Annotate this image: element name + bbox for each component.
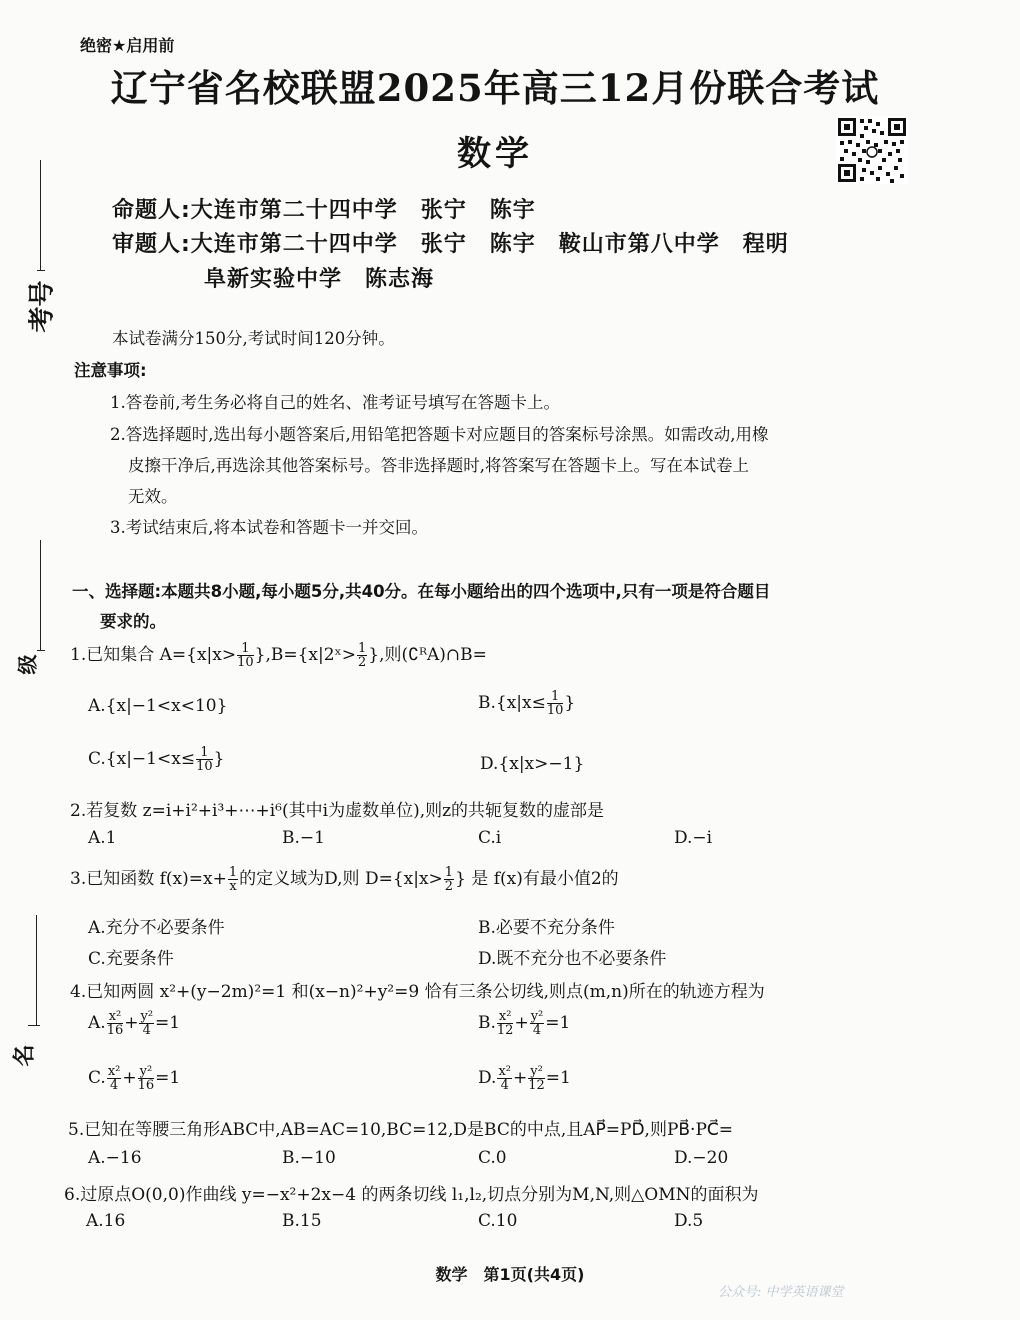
note-item-2: 2.答选择题时,选出每小题答案后,用铅笔把答题卡对应题目的答案标号涂黑。如需改动,用橡	[110, 425, 769, 444]
margin-tick-top	[37, 270, 45, 271]
question-4-stem: 4.已知两圆 x²+(y−2m)²=1 和(x−n)²+y²=9 恰有三条公切线,则点(m,n)所在的轨迹方程为	[70, 982, 765, 1002]
q2-option-a: A.1	[88, 828, 117, 848]
q2-option-b: B.−1	[282, 828, 325, 848]
note-item-3: 3.考试结束后,将本试卷和答题卡一并交回。	[110, 518, 428, 537]
q5-option-d: D.−20	[674, 1148, 729, 1168]
question-6-stem: 6.过原点O(0,0)作曲线 y=−x²+2x−4 的两条切线 l₁,l₂,切点分别为M,N,则△OMN的面积为	[64, 1185, 759, 1205]
q2-option-d: D.−i	[674, 828, 713, 848]
q6-option-d: D.5	[674, 1211, 704, 1231]
q1-option-c: C.{x|−1<x≤ $\frac{1}{10}$ }	[88, 745, 225, 774]
q2-option-c: C.i	[478, 828, 502, 848]
q1-option-b: B.{x|x≤ $\frac{1}{10}$ }	[478, 689, 576, 718]
reviewer-line-2: 阜新实验中学 陈志海	[204, 267, 435, 292]
subject-title: 数学	[457, 134, 533, 174]
q1-stem-c: },则(∁ᴿA)∩B=	[368, 645, 487, 665]
q3-option-a: A.充分不必要条件	[88, 918, 225, 938]
setter-line: 命题人:大连市第二十四中学 张宁 陈宇	[112, 198, 536, 223]
confidential-mark: 绝密★启用前	[80, 36, 175, 55]
q4-option-d: D. $\frac{\text{x²}}{4}$ + $\frac{\text{y²}}{12}$ =1	[478, 1064, 571, 1093]
question-1-stem	[70, 640, 670, 670]
note-item-2-end: 无效。	[128, 487, 178, 506]
q5-option-a: A.−16	[88, 1148, 142, 1168]
q3-option-c: C.充要条件	[88, 949, 174, 969]
q1-stem-b: },B={x|2ˣ>	[254, 645, 357, 665]
question-2-stem: 2.若复数 z=i+i²+i³+⋯+i⁶(其中i为虚数单位),则z的共轭复数的虚部是	[70, 801, 605, 821]
q6-option-a: A.16	[86, 1211, 126, 1231]
question-5-stem: 5.已知在等腰三角形ABC中,AB=AC=10,BC=12,D是BC的中点,且AP⃗=PD⃗,则PB⃗·PC⃗=	[68, 1120, 733, 1140]
q6-option-c: C.10	[478, 1211, 518, 1231]
q4-option-a: A. $\frac{\text{x²}}{16}$ + $\frac{\text{y²}}{4}$ =1	[88, 1009, 181, 1038]
section-heading: 一、选择题:本题共8小题,每小题5分,共40分。在每小题给出的四个选项中,只有一项是符合题目	[72, 582, 771, 601]
q3-option-d: D.既不充分也不必要条件	[478, 949, 667, 969]
question-3-stem: 3.已知函数 f(x)=x+ $\frac{1}{x}$ 的定义域为D,则 D={x|x> $\frac{1}{2}$ } 是 f(x)有最小值2的	[70, 865, 619, 894]
q4-option-c: C. $\frac{\text{x²}}{4}$ + $\frac{\text{y²}}{16}$ =1	[88, 1064, 181, 1093]
q6-option-b: B.15	[282, 1211, 322, 1231]
margin-label-class: 级	[15, 654, 40, 675]
watermark: 公众号: 中学英语课堂	[718, 1285, 844, 1300]
margin-tick-bottom	[28, 1025, 40, 1026]
q1-stem-a: 1.已知集合 A={x|x>	[70, 645, 237, 665]
margin-line-top	[40, 160, 41, 270]
margin-label-exam-no: 考号	[27, 280, 58, 333]
page-footer: 数学 第1页(共4页)	[435, 1265, 585, 1284]
section-heading-cont: 要求的。	[100, 612, 166, 631]
notes-heading: 注意事项:	[74, 361, 147, 380]
q5-option-b: B.−10	[282, 1148, 336, 1168]
q1-option-d: D.{x|x>−1}	[480, 754, 585, 774]
margin-line-middle	[40, 540, 41, 650]
q3-option-b: B.必要不充分条件	[478, 918, 615, 938]
score-time-note: 本试卷满分150分,考试时间120分钟。	[112, 329, 395, 348]
reviewer-line-1: 审题人:大连市第二十四中学 张宁 陈宇 鞍山市第八中学 程明	[112, 232, 789, 257]
q1-frac-2: $\frac{1}{2}$	[358, 641, 367, 670]
note-item-2-cont: 皮擦干净后,再选涂其他答案标号。答非选择题时,将答案写在答题卡上。写在本试卷上	[128, 456, 749, 475]
margin-tick-middle	[37, 650, 45, 651]
exam-title: 辽宁省名校联盟2025年高三12月份联合考试	[110, 66, 880, 110]
q5-option-c: C.0	[478, 1148, 507, 1168]
q1-frac-1: $\frac{1}{10}$	[237, 641, 254, 670]
margin-line-bottom	[36, 915, 37, 1025]
q4-option-b: B. $\frac{\text{x²}}{12}$ + $\frac{\text{y²}}{4}$ =1	[478, 1009, 571, 1038]
note-item-1: 1.答卷前,考生务必将自己的姓名、准考证号填写在答题卡上。	[110, 393, 560, 412]
qr-code-icon	[836, 116, 908, 184]
margin-label-name: 名	[12, 1044, 38, 1067]
q1-option-a: A.{x|−1<x<10}	[88, 696, 228, 716]
